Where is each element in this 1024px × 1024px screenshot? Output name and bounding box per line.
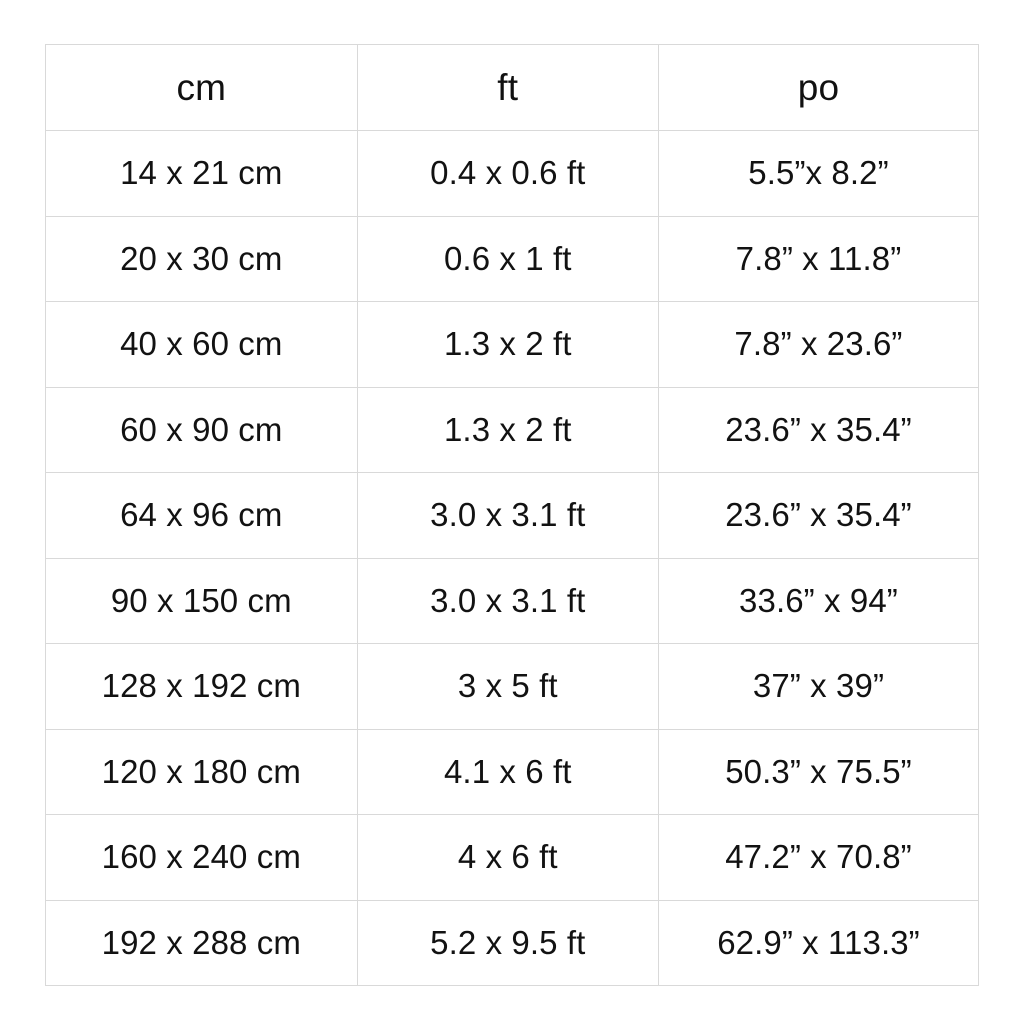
cell-ft: 1.3 x 2 ft: [357, 302, 658, 388]
table-row: [46, 558, 979, 644]
size-conversion-table: [45, 44, 979, 986]
cell-cm: 40 x 60 cm: [46, 302, 358, 388]
cell-ft: 3 x 5 ft: [357, 644, 658, 730]
table-body: [46, 131, 979, 986]
cell-po: 37” x 39”: [658, 644, 978, 730]
cell-cm: 128 x 192 cm: [46, 644, 358, 730]
table-header-row: [46, 45, 979, 131]
cell-po: 7.8” x 23.6”: [658, 302, 978, 388]
cell-cm: 120 x 180 cm: [46, 729, 358, 815]
cell-po: 23.6” x 35.4”: [658, 387, 978, 473]
table-row: [46, 387, 979, 473]
column-header-po: po: [658, 45, 978, 131]
cell-cm: 20 x 30 cm: [46, 216, 358, 302]
cell-cm: 60 x 90 cm: [46, 387, 358, 473]
cell-po: 62.9” x 113.3”: [658, 900, 978, 986]
table-row: [46, 729, 979, 815]
table-row: [46, 815, 979, 901]
cell-cm: 192 x 288 cm: [46, 900, 358, 986]
column-header-cm: cm: [46, 45, 358, 131]
cell-po: 5.5”x 8.2”: [658, 131, 978, 217]
cell-ft: 5.2 x 9.5 ft: [357, 900, 658, 986]
cell-cm: 160 x 240 cm: [46, 815, 358, 901]
cell-po: 50.3” x 75.5”: [658, 729, 978, 815]
cell-po: 33.6” x 94”: [658, 558, 978, 644]
table-row: [46, 473, 979, 559]
cell-ft: 1.3 x 2 ft: [357, 387, 658, 473]
cell-ft: 3.0 x 3.1 ft: [357, 558, 658, 644]
table-header: [46, 45, 979, 131]
cell-po: 7.8” x 11.8”: [658, 216, 978, 302]
cell-ft: 4 x 6 ft: [357, 815, 658, 901]
table-row: [46, 216, 979, 302]
cell-cm: 14 x 21 cm: [46, 131, 358, 217]
cell-cm: 64 x 96 cm: [46, 473, 358, 559]
cell-ft: 0.6 x 1 ft: [357, 216, 658, 302]
cell-cm: 90 x 150 cm: [46, 558, 358, 644]
cell-po: 23.6” x 35.4”: [658, 473, 978, 559]
table-row: [46, 302, 979, 388]
cell-ft: 3.0 x 3.1 ft: [357, 473, 658, 559]
cell-po: 47.2” x 70.8”: [658, 815, 978, 901]
table-row: [46, 131, 979, 217]
table-row: [46, 900, 979, 986]
cell-ft: 0.4 x 0.6 ft: [357, 131, 658, 217]
cell-ft: 4.1 x 6 ft: [357, 729, 658, 815]
table-row: [46, 644, 979, 730]
column-header-ft: ft: [357, 45, 658, 131]
